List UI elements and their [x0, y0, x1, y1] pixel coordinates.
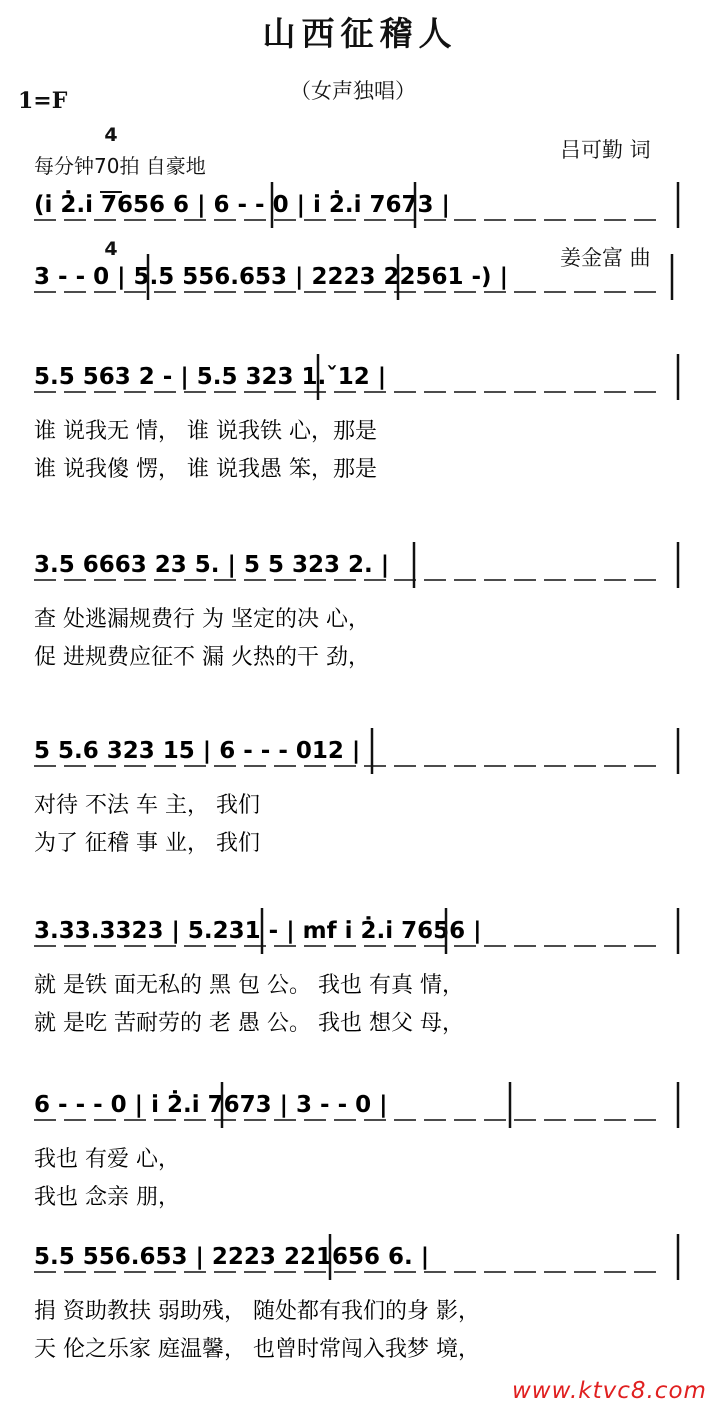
notation-line: 5.5 563 2 - | 5.5 323 1.ˇ12 | [34, 364, 387, 390]
composer: 姜金富 曲 [560, 246, 651, 270]
notation-system [34, 728, 678, 856]
time-signature-bottom: 4 [104, 238, 118, 260]
lyric-line: 为了 征稽 事 业， 我们 [34, 831, 260, 856]
watermark: www.ktvc8.com [512, 1378, 707, 1404]
lyric-line: 天 伦之乐家 庭温馨， 也曾时常闯入我梦 境， [34, 1337, 480, 1362]
notation-system [34, 542, 678, 670]
performer-note: （女声独唱） [290, 79, 416, 103]
key-signature: 1=F [18, 88, 68, 114]
song-title: 山西征稽人 [262, 14, 458, 53]
lyric-line: 我也 有爱 心， [34, 1147, 180, 1172]
notation-system [34, 182, 678, 228]
notation-line: 5.5 556.653 | 2223 221656 6. | [34, 1244, 430, 1270]
lyric-line: 促 进规费应征不 漏 火热的干 劲， [34, 645, 370, 670]
lyric-line: 对待 不法 车 主， 我们 [34, 793, 260, 818]
notation-line: 3.33.3323 | 5.231 - | mf i̇ 2̇.i̇ 7656 | [34, 918, 482, 944]
notation-line: 3.5 6663 23 5. | 5 5 323 2. | [34, 552, 390, 578]
notation-line: 3 - - 0 | 5.5 556.653 | 2223 22561 -) | [34, 264, 508, 290]
notation-line: 6 - - - 0 | i̇ 2̇.i̇ 7673 | 3 - - 0 | [34, 1092, 388, 1118]
notation-system [34, 1234, 678, 1362]
lyric-line: 捐 资助教扶 弱助残， 随处都有我们的身 影， [34, 1299, 480, 1324]
notation-line: 5 5.6 323 15 | 6 - - - 012 | [34, 738, 361, 764]
lyric-line: 谁 说我傻 愣， 谁 说我愚 笨，那是 [34, 457, 377, 482]
lyric-line: 就 是吃 苦耐劳的 老 愚 公。 我也 想父 母， [34, 1011, 464, 1036]
lyric-line: 谁 说我无 情， 谁 说我铁 心，那是 [34, 419, 377, 444]
lyric-line: 查 处逃漏规费行 为 坚定的决 心， [34, 607, 370, 632]
notation-system [34, 254, 672, 300]
time-signature-top: 4 [104, 124, 118, 146]
lyric-line: 我也 念亲 朋， [34, 1185, 180, 1210]
tempo-marking: 每分钟70拍 自豪地 [34, 154, 206, 178]
notation-system [34, 908, 678, 1036]
notation-system [34, 1082, 678, 1210]
notation-line: (i̇ 2̇.i̇ 7656 6 | 6 - - 0 | i̇ 2̇.i̇ 7673 | [34, 192, 450, 218]
lyric-line: 就 是铁 面无私的 黑 包 公。 我也 有真 情， [34, 973, 464, 998]
notation-system [34, 354, 678, 482]
lyricist: 吕可勤 词 [560, 138, 651, 162]
